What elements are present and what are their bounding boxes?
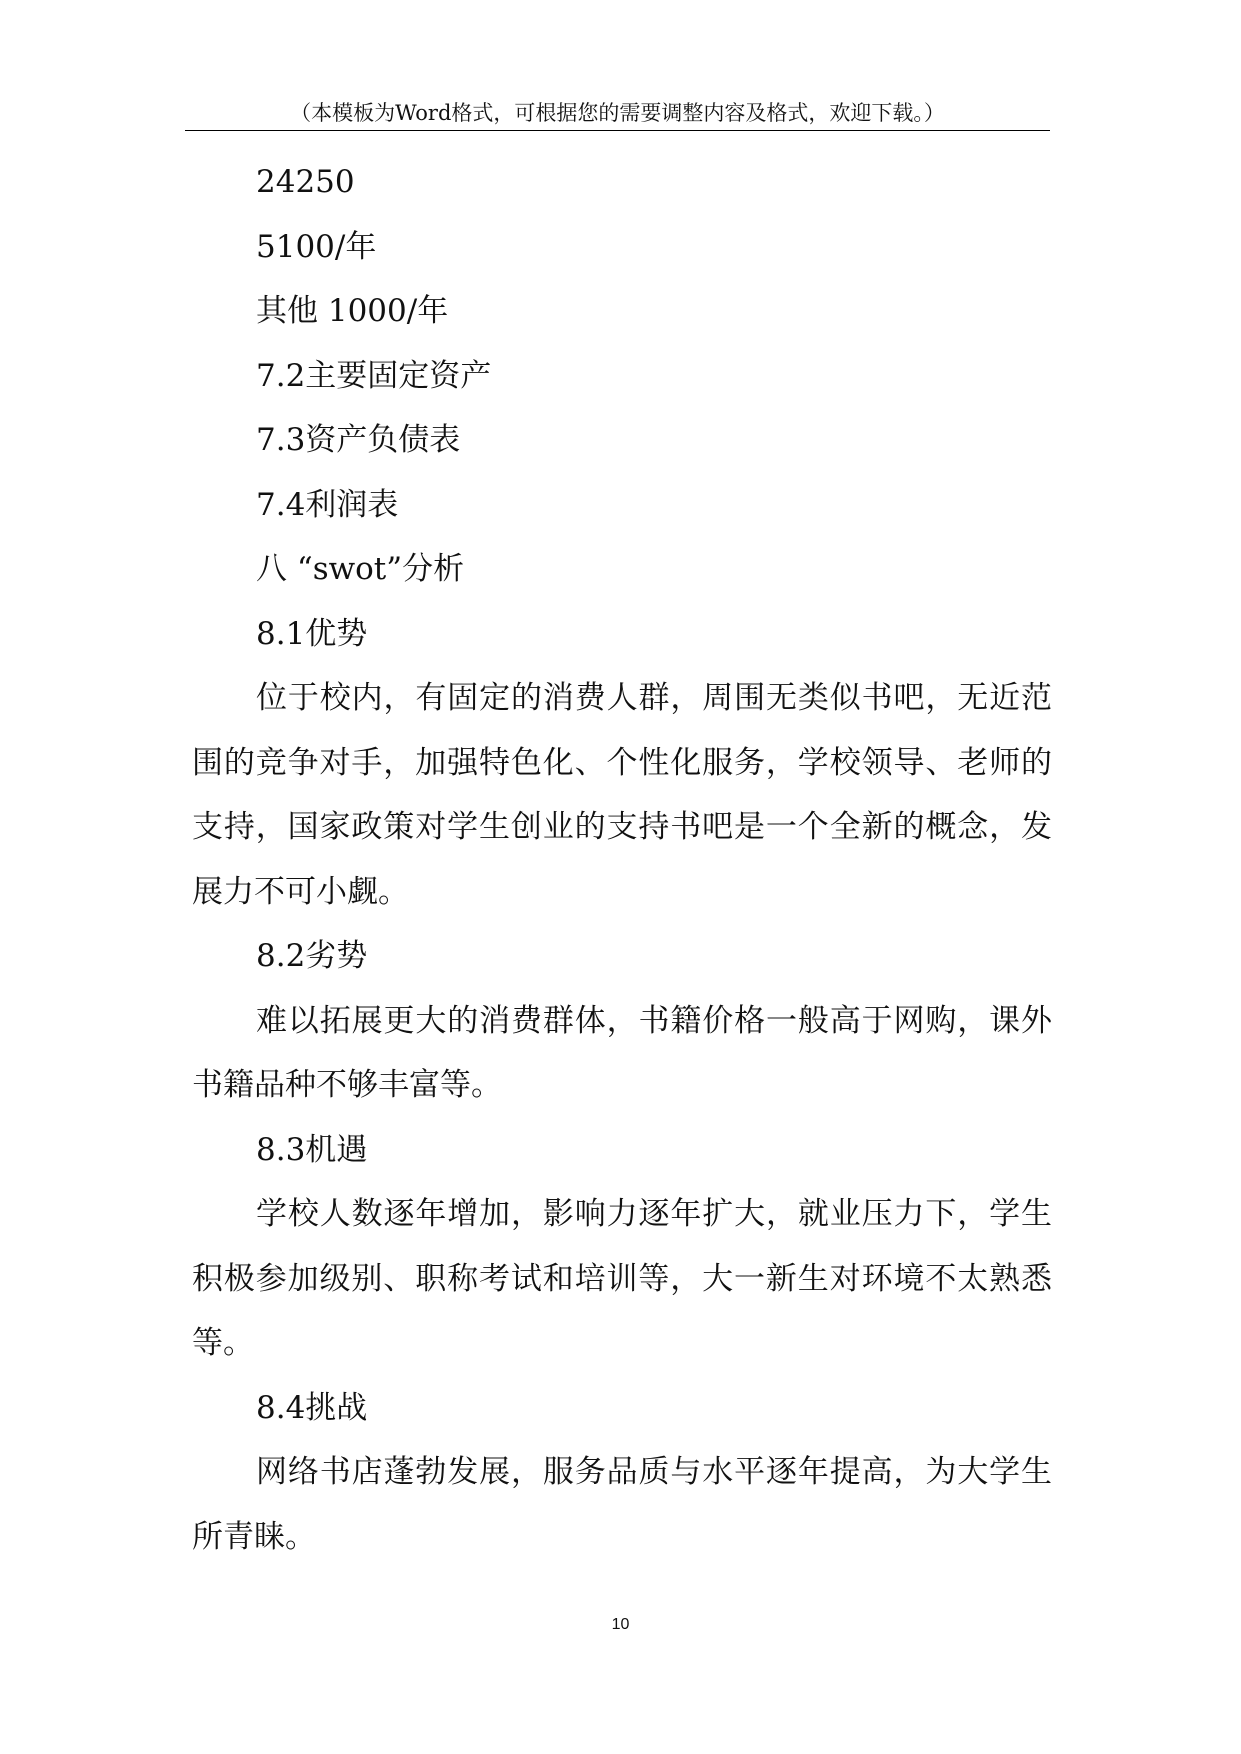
page-header-note: （本模板为Word格式，可根据您的需要调整内容及格式，欢迎下载。） xyxy=(290,101,945,125)
amount-line: 24250 xyxy=(256,164,355,200)
section-8-4-heading: 8.4挑战 xyxy=(256,1389,368,1426)
weakness-paragraph: 难以拓展更大的消费群体，书籍价格一般高于网购，课外书籍品种不够丰富等。 xyxy=(192,1002,1052,1103)
section-8-2-heading: 8.2劣势 xyxy=(256,938,368,974)
section-7-4-heading: 7.4利润表 xyxy=(256,486,399,523)
section-8-heading: 八 “swot”分析 xyxy=(256,551,465,587)
section-8-1-heading: 8.1优势 xyxy=(256,615,368,652)
opportunity-paragraph: 学校人数逐年增加，影响力逐年扩大，就业压力下，学生积极参加级别、职称考试和培训等，大一新生对环境不太熟悉等。 xyxy=(192,1196,1052,1361)
header-divider xyxy=(185,130,1050,131)
page-number: 10 xyxy=(611,1616,630,1633)
annual-amount-line: 5100/年 xyxy=(256,228,377,265)
other-cost-line: 其他 1000/年 xyxy=(256,293,449,329)
section-7-3-heading: 7.3资产负债表 xyxy=(256,422,461,458)
section-7-2-heading: 7.2主要固定资产 xyxy=(256,357,492,394)
strength-paragraph: 位于校内，有固定的消费人群，周围无类似书吧，无近范围的竞争对手，加强特色化、个性化服务，学校领导、老师的支持，国家政策对学生创业的支持书吧是一个全新的概念，发展力不可小觑。 xyxy=(192,680,1052,910)
section-8-3-heading: 8.3机遇 xyxy=(256,1131,368,1168)
threat-paragraph: 网络书店蓬勃发展，服务品质与水平逐年提高，为大学生所青睐。 xyxy=(192,1454,1052,1555)
document-body xyxy=(192,150,1052,1569)
